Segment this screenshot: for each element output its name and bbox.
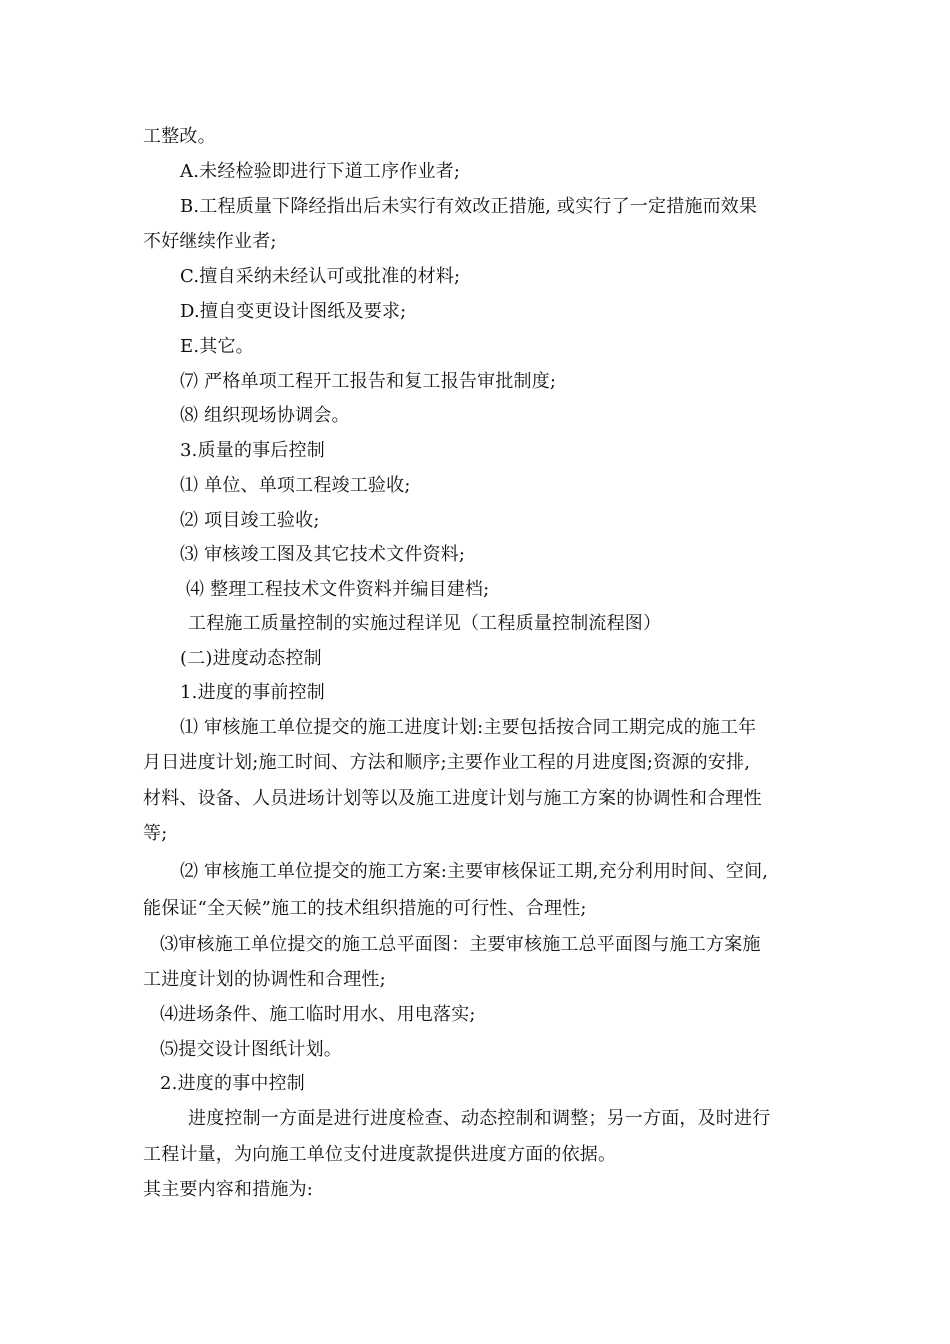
section-heading: (二)进度动态控制 bbox=[180, 648, 322, 669]
section-heading: 3.质量的事后控制 bbox=[180, 440, 325, 461]
text-line: 材料、设备、人员进场计划等以及施工进度计划与施工方案的协调性和合理性 bbox=[143, 788, 762, 809]
text-line: 工进度计划的协调性和合理性; bbox=[143, 969, 386, 990]
text-line: E.其它。 bbox=[180, 336, 254, 357]
text-line: 工程计量，为向施工单位支付进度款提供进度方面的依据。 bbox=[143, 1144, 617, 1165]
text-line: 能保证“全天候”施工的技术组织措施的可行性、合理性; bbox=[143, 898, 587, 919]
text-line: ⑵ 审核施工单位提交的施工方案:主要审核保证工期,充分利用时间、空间, bbox=[180, 861, 769, 882]
text-line: 不好继续作业者; bbox=[143, 231, 277, 252]
text-line: A.未经检验即进行下道工序作业者; bbox=[180, 161, 461, 182]
text-line: D.擅自变更设计图纸及要求; bbox=[180, 301, 407, 322]
text-line: ⑵ 项目竣工验收; bbox=[180, 510, 320, 531]
text-line: ⑴ 审核施工单位提交的施工进度计划:主要包括按合同工期完成的施工年 bbox=[180, 717, 757, 738]
text-line: 进度控制一方面是进行进度检查、动态控制和调整；另一方面，及时进行 bbox=[188, 1108, 771, 1129]
text-line: ⑴ 单位、单项工程竣工验收; bbox=[180, 475, 411, 496]
text-line: ⑷ 整理工程技术文件资料并编目建档; bbox=[186, 579, 490, 600]
text-line: 其主要内容和措施为: bbox=[143, 1179, 314, 1200]
text-line: C.擅自采纳未经认可或批准的材料; bbox=[180, 266, 461, 287]
text-line: ⑸提交设计图纸计划。 bbox=[160, 1039, 342, 1060]
text-line: ⑶ 审核竣工图及其它技术文件资料; bbox=[180, 544, 466, 565]
text-line: ⑻ 组织现场协调会。 bbox=[180, 405, 350, 426]
text-line: B.工程质量下降经指出后未实行有效改正措施, 或实行了一定措施而效果 bbox=[180, 196, 758, 217]
text-line: ⑷进场条件、施工临时用水、用电落实; bbox=[160, 1004, 476, 1025]
text-line: 等; bbox=[143, 823, 168, 844]
text-line: 月日进度计划;施工时间、方法和顺序;主要作业工程的月进度图;资源的安排, bbox=[143, 752, 751, 773]
text-line: ⑶审核施工单位提交的施工总平面图：主要审核施工总平面图与施工方案施 bbox=[160, 934, 761, 955]
section-heading: 2.进度的事中控制 bbox=[160, 1073, 305, 1094]
text-line: 工程施工质量控制的实施过程详见（工程质量控制流程图） bbox=[188, 613, 662, 634]
section-heading: 1.进度的事前控制 bbox=[180, 682, 325, 703]
text-line: 工整改。 bbox=[143, 126, 216, 147]
text-line: ⑺ 严格单项工程开工报告和复工报告审批制度; bbox=[180, 371, 557, 392]
